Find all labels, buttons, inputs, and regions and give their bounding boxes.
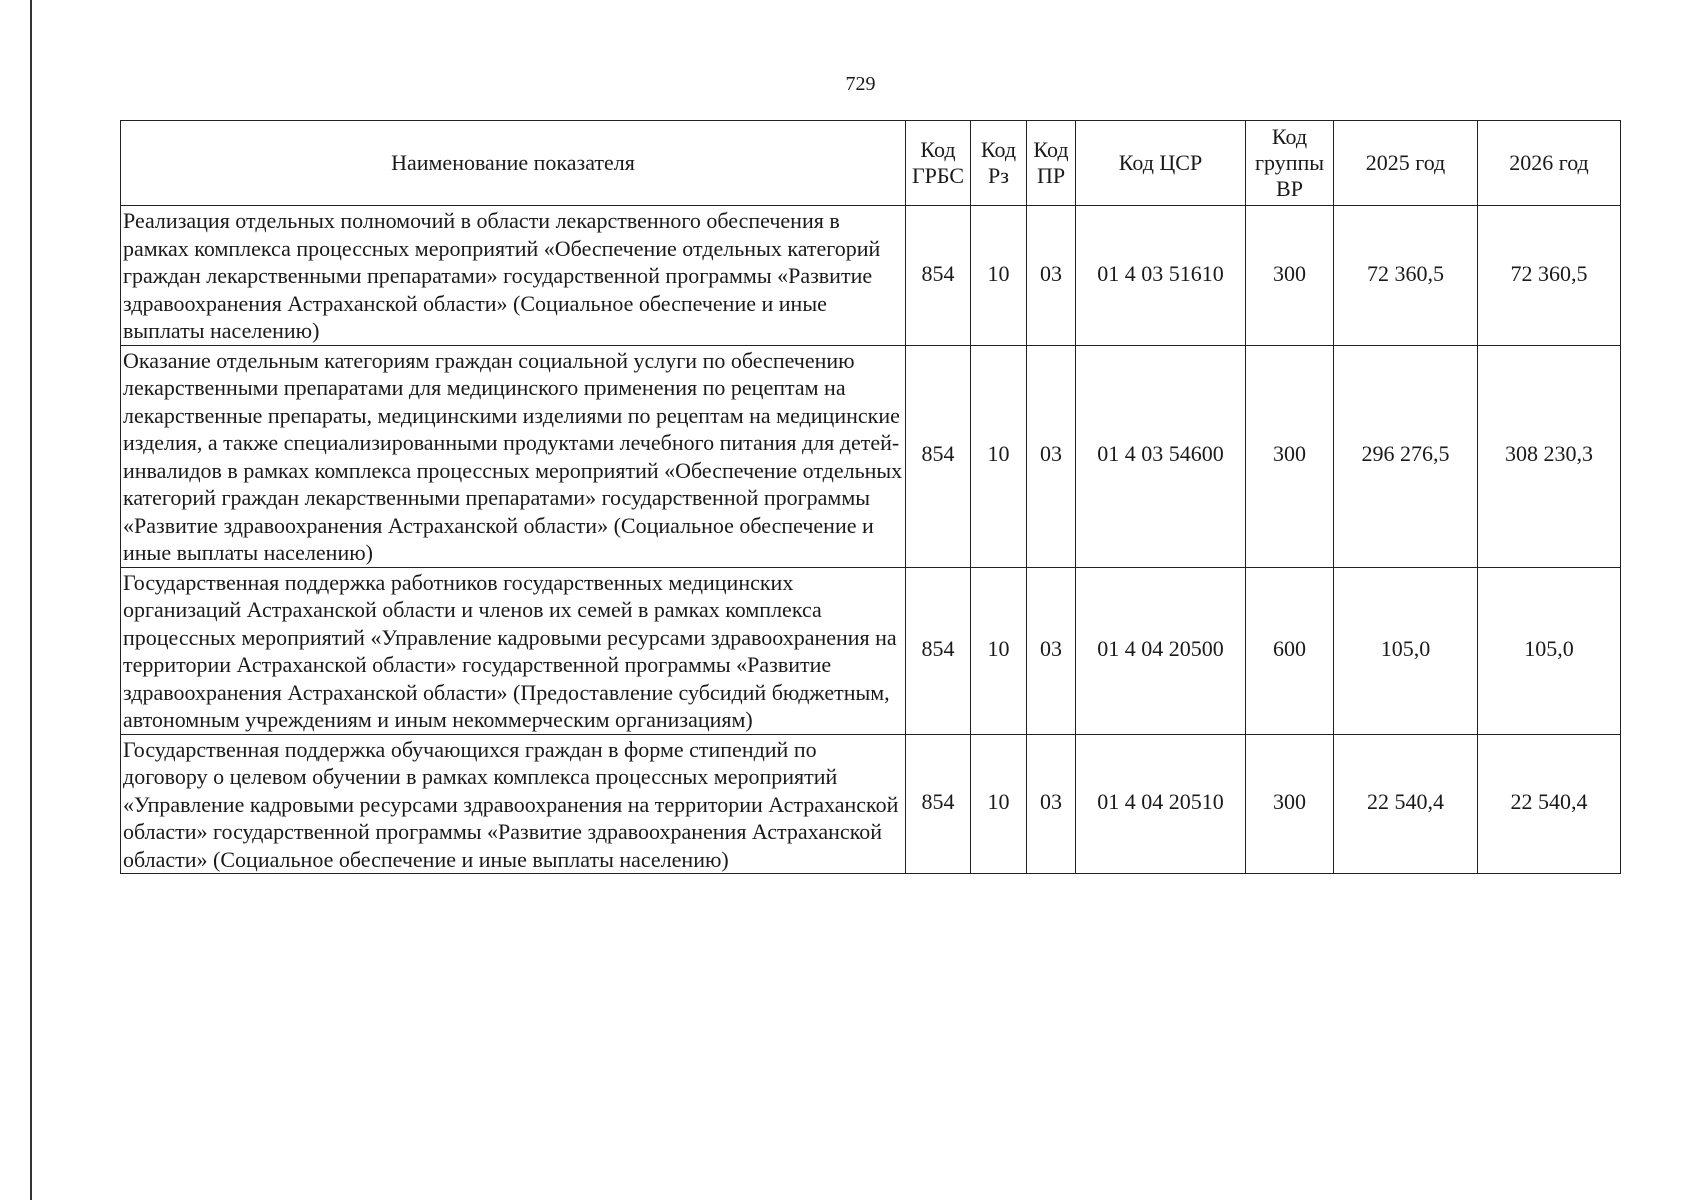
header-rz-line1: Код (980, 137, 1017, 162)
row-rz: 10 (971, 567, 1027, 734)
row-pr: 03 (1027, 567, 1076, 734)
row-name: Реализация отдельных полномочий в области лекарственного обеспечения в рамках комплекса процессных мероприятий «Обеспечение отдельных категорий граждан лекарственными препаратами» государственной программы «Развитие здравоохранения Астраханской области» (Социальное обеспечение и иные выплаты населению) (121, 206, 906, 346)
table-row (121, 345, 1621, 567)
row-name: Государственная поддержка обучающихся граждан в форме стипендий по договору о целевом обучении в рамках комплекса процессных мероприятий «Управление кадровыми ресурсами здравоохранения на территории Астраханской области» государственной программы «Развитие здравоохранения Астраханской области» (Социальное обеспечение и иные выплаты населению) (121, 734, 906, 874)
row-year-2025: 296 276,5 (1334, 345, 1478, 567)
row-pr: 03 (1027, 206, 1076, 346)
row-vr: 300 (1246, 206, 1334, 346)
row-vr: 600 (1246, 567, 1334, 734)
header-pr-line2: ПР (1036, 163, 1066, 188)
row-grbs: 854 (906, 567, 971, 734)
row-pr: 03 (1027, 345, 1076, 567)
row-name: Оказание отдельным категориям граждан социальной услуги по обеспечению лекарственными препаратами для медицинского применения по рецептам на лекарственные препараты, медицинскими изделиями по рецептам на медицинские изделия, а также специализированными продуктами лечебного питания для детей-инвалидов в рамках комплекса процессных мероприятий «Обеспечение отдельных категорий граждан лекарственными препаратами» государственной программы «Развитие здравоохранения Астраханской области» (Социальное обеспечение и иные выплаты населению) (121, 345, 906, 567)
row-year-2025: 72 360,5 (1334, 206, 1478, 346)
row-rz: 10 (971, 345, 1027, 567)
row-year-2026: 308 230,3 (1478, 345, 1621, 567)
row-year-2026: 105,0 (1478, 567, 1621, 734)
table-header-row (121, 121, 1621, 206)
row-grbs: 854 (906, 345, 971, 567)
row-vr: 300 (1246, 734, 1334, 874)
row-year-2025: 105,0 (1334, 567, 1478, 734)
row-year-2025: 22 540,4 (1334, 734, 1478, 874)
table-row (121, 567, 1621, 734)
header-rz (971, 121, 1027, 206)
header-pr (1027, 121, 1076, 206)
row-rz: 10 (971, 206, 1027, 346)
header-vr-line1: Код (1271, 124, 1308, 149)
row-csr: 01 4 04 20510 (1076, 734, 1246, 874)
row-csr: 01 4 04 20500 (1076, 567, 1246, 734)
binding-margin-line (30, 0, 32, 1200)
header-year-2025: 2025 год (1334, 121, 1478, 206)
header-vr (1246, 121, 1334, 206)
row-name: Государственная поддержка работников государственных медицинских организаций Астраханской области и членов их семей в рамках комплекса процессных мероприятий «Управление кадровыми ресурсами здравоохранения на территории Астраханской области» государственной программы «Развитие здравоохранения Астраханской области» (Предоставление субсидий бюджетным, автономным учреждениям и иным некоммерческим организациям) (121, 567, 906, 734)
table-row (121, 734, 1621, 874)
table-row (121, 206, 1621, 346)
row-vr: 300 (1246, 345, 1334, 567)
row-year-2026: 72 360,5 (1478, 206, 1621, 346)
header-vr-line3: ВР (1276, 176, 1303, 201)
row-grbs: 854 (906, 206, 971, 346)
header-year-2026: 2026 год (1478, 121, 1621, 206)
row-year-2026: 22 540,4 (1478, 734, 1621, 874)
row-rz: 10 (971, 734, 1027, 874)
row-grbs: 854 (906, 734, 971, 874)
row-csr: 01 4 03 51610 (1076, 206, 1246, 346)
budget-table (120, 120, 1621, 874)
header-grbs (906, 121, 971, 206)
header-name: Наименование показателя (121, 121, 906, 206)
page-number: 729 (845, 73, 876, 95)
row-pr: 03 (1027, 734, 1076, 874)
header-grbs-line2: ГРБС (911, 163, 965, 188)
header-vr-line2: группы (1254, 150, 1325, 175)
row-csr: 01 4 03 54600 (1076, 345, 1246, 567)
header-csr: Код ЦСР (1076, 121, 1246, 206)
header-grbs-line1: Код (920, 137, 956, 162)
header-pr-line1: Код (1033, 137, 1069, 162)
header-rz-line2: Рз (988, 163, 1009, 188)
